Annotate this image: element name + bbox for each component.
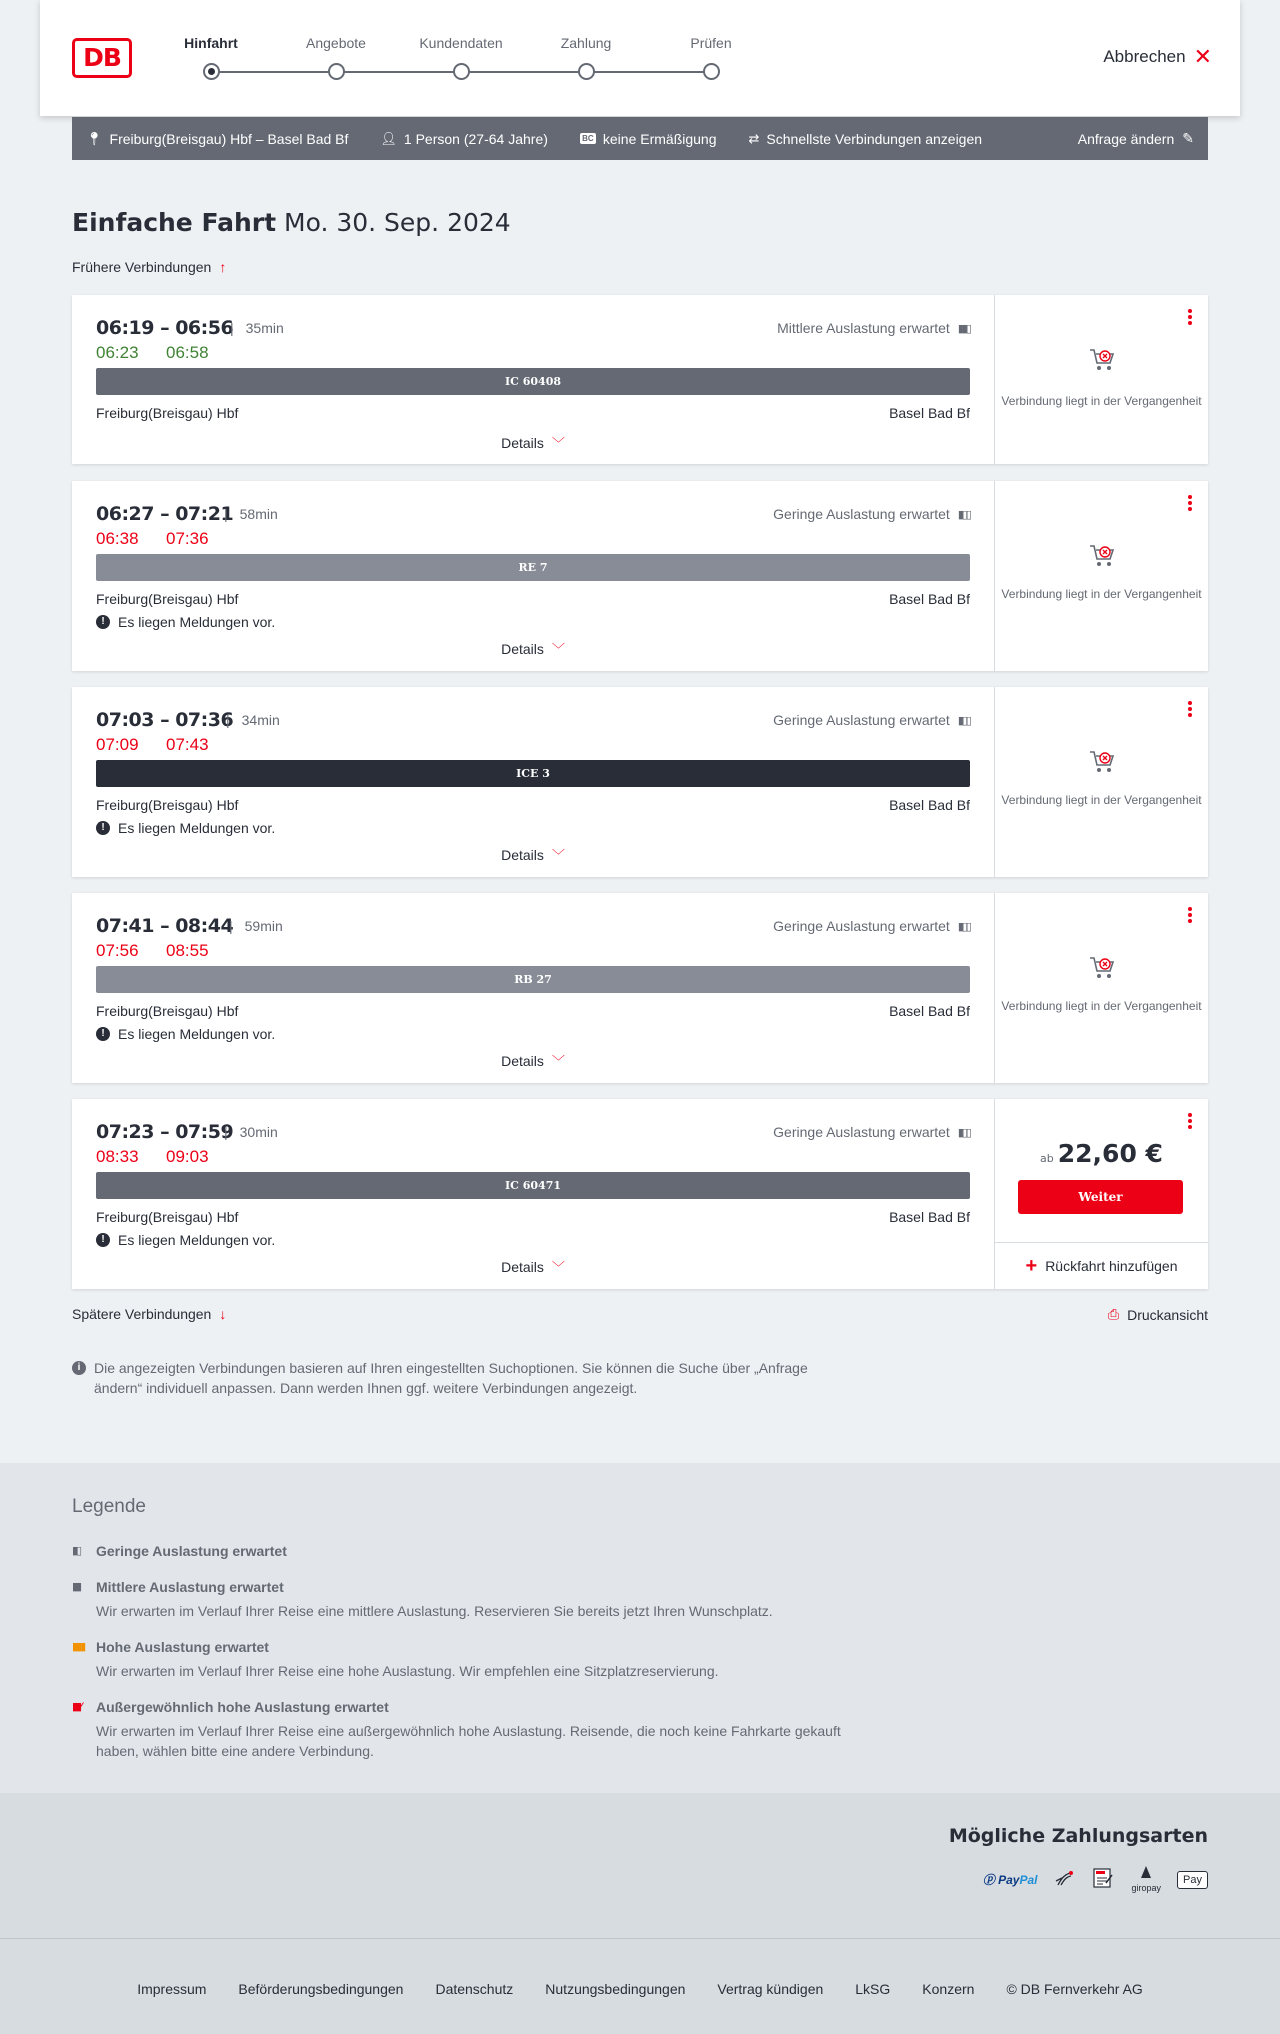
occupancy-info [773, 918, 970, 934]
more-options-icon[interactable] [1188, 701, 1192, 719]
legend-item-medium [72, 1579, 972, 1621]
footer-link-konzern[interactable]: Konzern [922, 1981, 975, 1997]
add-return-button[interactable] [995, 1242, 1208, 1289]
planned-times: 07:03 – 07:36 [96, 709, 234, 731]
occupancy-text: Mittlere Auslastung erwartet [777, 320, 950, 336]
realtime-times [96, 941, 236, 961]
disruption-message[interactable] [96, 1026, 275, 1042]
alert-icon: ! [96, 1027, 110, 1041]
traveller-summary [380, 131, 547, 147]
train-line-bar[interactable]: IC 60471 [96, 1172, 970, 1199]
print-view-link[interactable] [1108, 1306, 1208, 1323]
cart-unavailable-icon [995, 543, 1208, 574]
credit-card-icon [1054, 1867, 1076, 1892]
close-icon: ✕ [1193, 44, 1212, 69]
connection-info[interactable] [72, 295, 994, 464]
details-label: Details [501, 1259, 544, 1275]
offer-panel [994, 893, 1208, 1083]
sepa-direct-debit-icon [1092, 1867, 1116, 1892]
planned-times: 06:19 – 06:56 [96, 317, 234, 339]
arrival-station: Basel Bad Bf [889, 797, 970, 813]
bahncard-icon: BC [580, 133, 596, 144]
step-pruefen: Prüfen [690, 35, 732, 51]
price-prefix: ab [1040, 1152, 1054, 1165]
planned-times: 07:41 – 08:44 [96, 915, 234, 937]
offer-panel [994, 1099, 1208, 1289]
occupancy-info [773, 712, 970, 728]
duration: | 58min [224, 506, 278, 522]
booking-header [40, 0, 1240, 116]
occupancy-low-icon: ▮▯▯ [957, 714, 970, 727]
departure-station: Freiburg(Breisgau) Hbf [96, 591, 239, 607]
message-text: Es liegen Meldungen vor. [118, 1026, 276, 1042]
discount-text: keine Ermäßigung [602, 130, 717, 147]
route-summary [86, 131, 348, 147]
step-hinfahrt: Hinfahrt [184, 35, 238, 51]
legend-item-desc: Wir erwarten im Verlauf Ihrer Reise eine hohe Auslastung. Wir empfehlen eine Sitzplatzreservierung. [96, 1663, 719, 1679]
details-toggle[interactable] [72, 845, 994, 864]
details-label: Details [501, 435, 544, 451]
later-label: Spätere Verbindungen [72, 1306, 212, 1322]
location-pin-icon: 📍︎ [86, 130, 103, 146]
chevron-down-icon: ﹀ [551, 642, 565, 657]
duration: | 30min [224, 1124, 278, 1140]
footer-link-nutzungsbedingungen[interactable]: Nutzungsbedingungen [545, 1981, 686, 1997]
cancel-label: Abbrechen [1103, 47, 1186, 66]
departure-station: Freiburg(Breisgau) Hbf [96, 797, 239, 813]
realtime-departure: 06:23 [96, 343, 139, 362]
details-toggle[interactable] [72, 1257, 994, 1276]
page-title [72, 208, 511, 237]
later-connections-link[interactable] [72, 1306, 226, 1322]
occupancy-info [777, 320, 970, 336]
legend-item-title: Mittlere Auslastung erwartet [96, 1579, 284, 1595]
footer-links [0, 1981, 1280, 1997]
occupancy-text: Geringe Auslastung erwartet [773, 918, 950, 934]
occupancy-very-high-icon: ▮▮⁄ [72, 1701, 80, 1713]
occupancy-low-icon: ▮▯ [72, 1545, 81, 1557]
payment-title: Mögliche Zahlungsarten [948, 1825, 1208, 1847]
add-return-label: Rückfahrt hinzufügen [1045, 1258, 1178, 1274]
duration: | 35min [230, 320, 284, 336]
occupancy-medium-icon: ▮▮▯ [957, 322, 970, 335]
offer-panel [994, 687, 1208, 877]
occupancy-info [773, 1124, 970, 1140]
step-kundendaten: Kundendaten [419, 35, 503, 51]
earlier-label: Frühere Verbindungen [72, 259, 212, 275]
step-dot-kundendaten [453, 63, 470, 80]
plus-icon: + [1025, 1255, 1038, 1277]
cart-unavailable-icon [995, 347, 1208, 378]
disruption-message[interactable] [96, 820, 275, 836]
departure-station: Freiburg(Breisgau) Hbf [96, 1209, 239, 1225]
step-dot-zahlung [578, 63, 595, 80]
occupancy-text: Geringe Auslastung erwartet [773, 712, 950, 728]
person-icon: 👤︎ [380, 130, 397, 146]
details-label: Details [501, 847, 544, 863]
realtime-departure: 08:33 [96, 1147, 139, 1166]
duration: | 59min [229, 918, 283, 934]
realtime-times [96, 1147, 236, 1167]
connection-info[interactable] [72, 481, 994, 671]
payment-methods-section [0, 1793, 1280, 1938]
cancel-button[interactable] [1103, 44, 1212, 69]
legend-item-title: Hohe Auslastung erwartet [96, 1639, 269, 1655]
disruption-message[interactable] [96, 1232, 275, 1248]
footer-link-impressum[interactable]: Impressum [137, 1981, 207, 1997]
search-summary-bar [72, 117, 1208, 160]
message-text: Es liegen Meldungen vor. [118, 614, 276, 630]
occupancy-low-icon: ▮▯▯ [957, 1126, 970, 1139]
realtime-departure: 07:56 [96, 941, 139, 960]
footer-link-befoerderungsbedingungen[interactable]: Beförderungsbedingungen [238, 1981, 404, 1997]
legend-section [0, 1463, 1280, 1793]
arrival-station: Basel Bad Bf [889, 405, 970, 421]
cart-unavailable-icon [995, 749, 1208, 780]
step-angebote: Angebote [306, 35, 366, 51]
info-icon: i [72, 1361, 86, 1375]
chevron-down-icon: ﹀ [551, 1260, 565, 1275]
legend-item-title: Außergewöhnlich hohe Auslastung erwartet [96, 1699, 389, 1715]
past-connection-note: Verbindung liegt in der Vergangenheit [1001, 394, 1202, 408]
more-options-icon[interactable] [1188, 1113, 1192, 1131]
fastest-toggle[interactable] [749, 131, 983, 147]
occupancy-info [773, 506, 970, 522]
earlier-connections-link[interactable] [72, 259, 226, 275]
planned-times: 06:27 – 07:21 [96, 503, 234, 525]
occupancy-medium-icon: ▮▮ [72, 1581, 81, 1593]
train-line-bar[interactable]: IC 60408 [96, 368, 970, 395]
occupancy-low-icon: ▮▯▯ [957, 508, 970, 521]
step-dot-pruefen [703, 63, 720, 80]
legend-item-desc: Wir erwarten im Verlauf Ihrer Reise eine mittlere Auslastung. Reservieren Sie bereits jetzt Ihren Wunschplatz. [96, 1603, 773, 1619]
legend-item-desc: Wir erwarten im Verlauf Ihrer Reise eine außergewöhnlich hohe Auslastung. Reisende, die noch keine Fahrkarte gekauft haben, wählen bitte eine andere Verbindung. [96, 1723, 841, 1759]
arrow-up-icon: ↑ [219, 259, 227, 275]
offer-panel [994, 481, 1208, 671]
price [995, 1139, 1208, 1168]
more-options-icon[interactable] [1188, 309, 1192, 327]
connection-card-3 [72, 687, 1208, 877]
cart-unavailable-icon [995, 955, 1208, 986]
print-label: Druckansicht [1127, 1306, 1208, 1323]
realtime-times [96, 529, 236, 549]
connection-info[interactable] [72, 1099, 994, 1289]
edit-search-button[interactable] [1078, 130, 1194, 147]
realtime-arrival: 06:58 [166, 343, 209, 362]
details-toggle[interactable] [72, 1051, 994, 1070]
legend-item-high [72, 1639, 972, 1681]
footer-link-lksg[interactable]: LkSG [855, 1981, 891, 1997]
arrival-station: Basel Bad Bf [889, 591, 970, 607]
trip-date: Mo. 30. Sep. 2024 [284, 208, 511, 237]
more-options-icon[interactable] [1188, 495, 1192, 513]
realtime-departure: 06:38 [96, 529, 139, 548]
realtime-arrival: 08:55 [166, 941, 209, 960]
more-options-icon[interactable] [1188, 907, 1192, 925]
connection-card-2 [72, 481, 1208, 671]
info-text: Die angezeigten Verbindungen basieren auf Ihren eingestellten Suchoptionen. Sie können die Suche über „Anfrage ändern“ individuell anpassen. Dann werden Ihnen ggf. weitere Verbindungen angezeigt. [94, 1360, 808, 1396]
apple-pay-icon: Pay [1177, 1871, 1208, 1889]
occupancy-low-icon: ▮▯▯ [957, 920, 970, 933]
legend-item-title: Geringe Auslastung erwartet [96, 1543, 287, 1559]
search-info-note [72, 1358, 852, 1398]
train-line-bar[interactable]: ICE 3 [96, 760, 970, 787]
train-line-bar[interactable]: RB 27 [96, 966, 970, 993]
discount-summary [580, 131, 717, 147]
price-value: 22,60 € [1057, 1139, 1163, 1168]
fastest-text: Schnellste Verbindungen anzeigen [766, 130, 983, 147]
realtime-arrival: 09:03 [166, 1147, 209, 1166]
footer [0, 1938, 1280, 2034]
occupancy-text: Geringe Auslastung erwartet [773, 506, 950, 522]
details-toggle[interactable] [72, 433, 994, 452]
legend-item-low [72, 1543, 972, 1559]
alert-icon: ! [96, 821, 110, 835]
edit-search-label: Anfrage ändern [1077, 130, 1175, 147]
step-zahlung: Zahlung [560, 35, 612, 51]
train-line-bar[interactable]: RE 7 [96, 554, 970, 581]
message-text: Es liegen Meldungen vor. [118, 1232, 276, 1248]
chevron-down-icon: ﹀ [551, 436, 565, 451]
past-connection-note: Verbindung liegt in der Vergangenheit [1001, 793, 1202, 807]
connection-card-5 [72, 1099, 1208, 1289]
route-text: Freiburg(Breisgau) Hbf – Basel Bad Bf [109, 130, 349, 147]
alert-icon: ! [96, 615, 110, 629]
connection-info[interactable] [72, 893, 994, 1083]
details-label: Details [501, 1053, 544, 1069]
alert-icon: ! [96, 1233, 110, 1247]
paypal-icon: ⓟ PayPal [982, 1873, 1038, 1887]
realtime-departure: 07:09 [96, 735, 139, 754]
realtime-times [96, 343, 236, 363]
continue-button[interactable]: Weiter [1018, 1180, 1183, 1214]
disruption-message[interactable] [96, 614, 275, 630]
chevron-down-icon: ﹀ [551, 1054, 565, 1069]
departure-station: Freiburg(Breisgau) Hbf [96, 1003, 239, 1019]
trip-type: Einfache Fahrt [72, 208, 277, 237]
duration: | 34min [226, 712, 280, 728]
step-dot-hinfahrt [203, 63, 220, 80]
departure-station: Freiburg(Breisgau) Hbf [96, 405, 239, 421]
footer-link-datenschutz[interactable]: Datenschutz [435, 1981, 514, 1997]
realtime-arrival: 07:36 [166, 529, 209, 548]
pencil-icon: ✎ [1182, 130, 1194, 146]
connection-card-1 [72, 295, 1208, 464]
past-connection-note: Verbindung liegt in der Vergangenheit [1001, 587, 1202, 601]
connection-card-4 [72, 893, 1208, 1083]
offer-panel [994, 295, 1208, 464]
occupancy-text: Geringe Auslastung erwartet [773, 1124, 950, 1140]
payment-icons [983, 1865, 1208, 1894]
message-text: Es liegen Meldungen vor. [118, 820, 276, 836]
planned-times: 07:23 – 07:59 [96, 1121, 234, 1143]
details-label: Details [501, 641, 544, 657]
realtime-arrival: 07:43 [166, 735, 209, 754]
db-logo[interactable]: DB [72, 38, 132, 78]
footer-link-vertrag-kuendigen[interactable]: Vertrag kündigen [717, 1981, 824, 1997]
traveller-text: 1 Person (27-64 Jahre) [403, 130, 548, 147]
connection-info[interactable] [72, 687, 994, 877]
printer-icon: ⎙ [1107, 1306, 1120, 1322]
swap-arrows-icon: ⇄ [748, 130, 760, 146]
arrow-down-icon: ↓ [219, 1306, 227, 1322]
past-connection-note: Verbindung liegt in der Vergangenheit [1001, 999, 1202, 1013]
legend-title: Legende [72, 1496, 146, 1517]
arrival-station: Basel Bad Bf [889, 1003, 970, 1019]
giropay-icon: giropay [1132, 1865, 1162, 1894]
occupancy-high-icon: ▮▮▮ [72, 1641, 85, 1653]
realtime-times [96, 735, 236, 755]
footer-copyright: © DB Fernverkehr AG [1006, 1981, 1143, 1997]
details-toggle[interactable] [72, 639, 994, 658]
chevron-down-icon: ﹀ [551, 848, 565, 863]
legend-item-very-high [72, 1699, 972, 1761]
arrival-station: Basel Bad Bf [889, 1209, 970, 1225]
step-dot-angebote [328, 63, 345, 80]
